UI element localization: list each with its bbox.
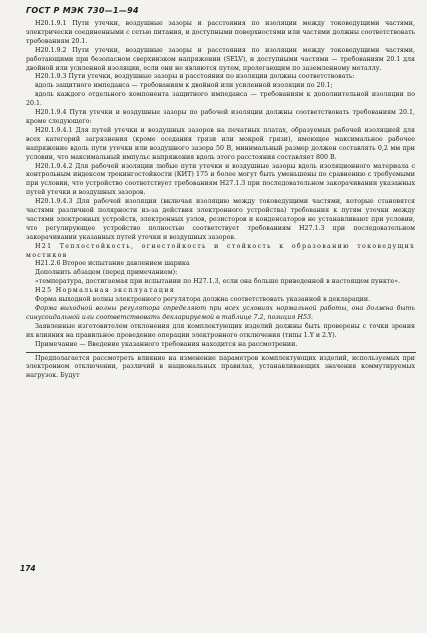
paragraph-h20-1-9-4-3: Н20.1.9.4.3 Для рабочей изоляции (включая изоляцию между токоведущими частями, которые становятся частями различной полярности из-за действия электронного устройства) требования к путям утечки между частями электронных устройств, электронных узлов, резисторов и конденсаторов не устанавливают при условии, что регулирующее устройство полностью соответствует требованиям Н27.1.3 при последовательном закорачивании указанных путей утечки и воздушных зазоров. [26, 198, 415, 241]
section-heading-h25: Н25 Нормальная эксплуатация [35, 287, 176, 295]
paragraph-add-note: Дополнить абзацем (перед примечанием): [35, 269, 178, 277]
paragraph-h20-1-9-4: Н20.1.9.4 Пути утечки и воздушные зазоры по рабочей изоляции должны соответствовать требованиям 20.1, кроме следующего: [26, 109, 415, 125]
page-header: ГОСТ Р МЭК 730—1—94 [26, 6, 139, 15]
paragraph-waveform-italic: Форма выходной волны регулятора определяют при всех условиях нормальной работы, она должна быть синусоидальной или соответствовать декларируемой в таблице 7.2, позиция Н53. [26, 305, 415, 321]
page-number: 174 [20, 564, 36, 573]
paragraph-protective-impedance: вдоль защитного импеданса — требованиям к двойной или усиленной изоляции по 20.1; [35, 82, 333, 90]
paragraph-h20-1-9-4-2: Н20.1.9.4.2 Для рабочей изоляции любые пути утечки и воздушные зазоры вдоль изоляционного материала с контрольным индексом трекингостойкости (КИТ) 175 и более могут быть уменьшены по сравнению с требуемыми при условии, что устройство соответствует требованиям Н27.1.3 при последовательном закорачивании указанных путей утечки и воздушных зазоров. [26, 162, 415, 197]
note-paragraph: Примечание — Введение указанного требования находится на рассмотрении. [35, 340, 298, 348]
paragraph-output-waveform: Форма выходной волны электронного регулятора должна соответствовать указанной в декларации. [35, 296, 371, 304]
paragraph-h21-2-6: Н21.2.6 Второе испытание давлением шарика [35, 260, 190, 268]
paragraph-h20-1-9-1: Н20.1.9.1 Пути утечки, воздушные зазоры и расстояния по изоляции между токоведущими частями, электрически соединенными с сетью питания, и доступными поверхностями или частями должны соответствовать требованиям 20.1. [26, 20, 415, 45]
paragraph-assumption: Предполагается рассмотреть влияние на изменение параметров комплектующих изделий, используемых при электронном отключении, различий в национальных правилах, устанавливающих значения коммутируемых нагрузок. Будут [26, 354, 415, 380]
paragraph-h20-1-9-2: Н20.1.9.2 Пути утечки, воздушные зазоры и расстояния по изоляции между токоведущими частями, работающими при безопасном сверхнизком напряжении (SELV), и доступными частями — требованиям 20.1 для двойной или усиленной изоляции, если они не являются путем, пролегающим по заземленному металлу. [26, 46, 415, 72]
paragraph-impedance-component: вдоль каждого отдельного компонента защитного импеданса — требованиям к дополнительной изоляции по 20.1. [26, 91, 415, 108]
paragraph-h20-1-9-4-1: Н20.1.9.4.1 Для путей утечки и воздушных зазоров на печатных платах, образуемых рабочей изоляцией для всех категорий загрязнения (кроме оседания грязи или мокрой грязи), имеющее максимальное рабочее напряжение вдоль пути утечки или воздушного зазора 50 В, минимальный размер должен составлять 0,2 мм при условии, что максимальный импульс напряжения вдоль этого расстояния составляет 800 В. [26, 126, 415, 161]
paragraph-temperature-quote: «температура, достигаемая при испытании по Н27.1.3, если она больше приведенной в настоящем пункте». [35, 278, 400, 286]
paragraph-component-deviations: Заявленные изготовителем отклонения для комплектующих изделий должны быть проверены с точки зрения их влияния на правильное проведение операции электронного отключения (типы 1.Y и 2.Y). [26, 322, 415, 339]
paragraph-h20-1-9-3: Н20.1.9.3 Пути утечки, воздушные зазоры и расстояния по изоляции должны соответствовать: [35, 73, 355, 81]
section-heading-h21: Н21 Теплостойкость, огнестойкость и стойкость к образованию токоведущих мостиков [26, 242, 415, 259]
divider-line [26, 352, 416, 353]
